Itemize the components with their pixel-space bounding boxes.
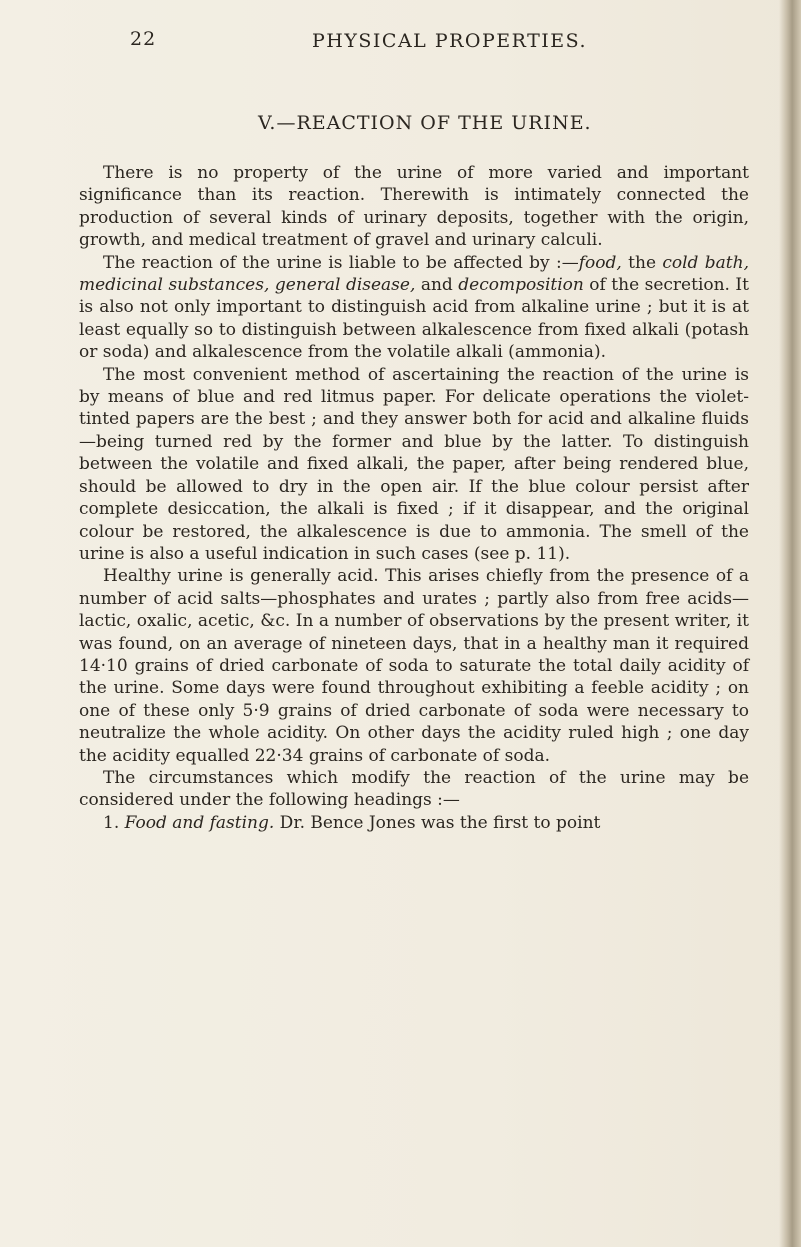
list-number: 1.	[103, 812, 125, 833]
term-cold-bath: cold bath,	[662, 252, 749, 273]
page-number: 22	[130, 28, 157, 50]
page-edge-shadow	[779, 0, 801, 1247]
paragraph-2-text-f: of the secretion. It is also not only important to distinguish acid from alkaline urine ; but it is at least equally so to distinguish between alkalescence from fixed alkali (potash or soda) and alkalescence from the volatile alkali (ammonia).	[79, 275, 749, 363]
term-food: food,	[578, 252, 622, 273]
section-title: V.—REACTION OF THE URINE.	[258, 112, 592, 134]
paragraph-2	[79, 252, 749, 364]
paragraph-1: There is no property of the urine of more varied and important significance than its reaction. Therewith is intimately connected the production of several kinds of urinary deposits, together with the origin, growth, and medical treatment of gravel and urinary calculi.	[79, 163, 749, 251]
paragraph-2-text-e: and	[415, 275, 459, 296]
paragraph-6-text: Dr. Bence Jones was the first to point	[274, 812, 601, 833]
page-header	[0, 28, 801, 58]
paragraph-6	[79, 812, 749, 834]
paragraph-2-text-a: The reaction of the urine is liable to be affected by :—	[103, 252, 579, 273]
term-general-disease: general disease,	[274, 275, 416, 296]
body-text	[79, 162, 749, 834]
paragraph-3: The most convenient method of ascertaining the reaction of the urine is by means of blue and red litmus paper. For delicate operations the violet-tinted papers are the best ; and they answer both for acid and alkaline fluids—being turned red by the former and blue by the latter. To distinguish between the volatile and fixed alkali, the paper, after being rendered blue, should be allowed to dry in the open air. If the blue colour persist after complete desiccation, the alkali is fixed ; if it disappear, and the original colour be restored, the alkalescence is due to ammonia. The smell of the urine is also a useful indication in such cases (see p. 11).	[79, 364, 749, 564]
term-decomposition: decomposition	[458, 275, 584, 296]
heading-food-and-fasting: Food and fasting.	[124, 812, 275, 833]
running-head: PHYSICAL PROPERTIES.	[312, 30, 588, 52]
paragraph-2-text-b: the	[621, 252, 663, 273]
paragraph-5: The circumstances which modify the reaction of the urine may be considered under the following headings :—	[79, 767, 749, 811]
paragraph-4: Healthy urine is generally acid. This arises chiefly from the presence of a number of acid salts—phosphates and urates ; partly also from free acids—lactic, oxalic, acetic, &c. In a number of observations by the present writer, it was found, on an average of nineteen days, that in a healthy man it required 14·10 grains of dried carbonate of soda to saturate the total daily acidity of the urine. Some days were found throughout exhibiting a feeble acidity ; on one of these only 5·9 grains of dried carbonate of soda were necessary to neutralize the whole acidity. On other days the acidity ruled high ; one day the acidity equalled 22·34 grains of carbonate of soda.	[79, 566, 749, 766]
term-medicinal-substances: medicinal substances,	[79, 275, 270, 296]
